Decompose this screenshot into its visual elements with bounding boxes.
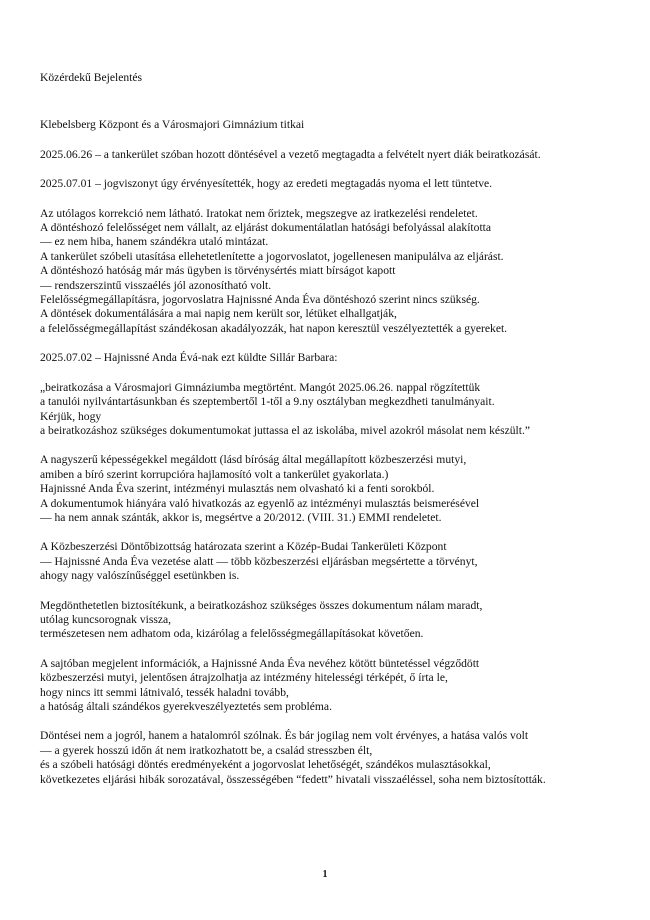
paragraph [40,657,630,715]
page-number: 1 [322,869,328,880]
text-line: A nagyszerű képességekkel megáldott (lásd bíróság által megállapított közbeszerzési mutyi, [40,453,467,467]
text-line: — ez nem hiba, hanem szándékra utaló mintázat. [40,235,269,249]
paragraph [40,177,630,191]
text-line: 2025.07.01 – jogviszonyt úgy érvényesítették, hogy az eredeti megtagadás nyoma el lett tüntetve. [40,177,493,191]
text-line: a hatóság általi szándékos gyerekveszélyeztetés sem probléma. [40,700,332,713]
text-line: természetesen nem adhatom oda, kizárólag a felelősségmegállapításokat követően. [40,627,424,641]
paragraph [40,540,630,583]
text-line: 2025.06.26 – a tankerület szóban hozott döntésével a vezető megtagadta a felvételt nyert diák beiratkozását. [40,147,541,161]
text-line: Az utólagos korrekció nem látható. Iratokat nem őriztek, megszegve az iratkezelési rendeletet. [40,206,478,220]
paragraph [40,118,630,132]
text-line: A döntéshozó felelősséget nem vállalt, az eljárást dokumentálatlan hatósági befolyással alakította [40,221,492,235]
paragraph [40,599,630,642]
text-line: a beiratkozáshoz szükséges dokumentumokat juttassa el az iskolába, mivel azokról másolat nem készült.” [40,423,531,437]
paragraph [40,351,630,365]
text-line: — ha nem annak szánták, akkor is, megsértve a 20/2012. (VIII. 31.) EMMI rendeletet. [40,510,442,524]
text-line: Kérjük, hogy [40,409,102,423]
document-body [40,71,630,802]
text-line: A döntéshozó hatóság már más ügyben is törvénysértés miatt bírságot kapott [40,264,396,278]
paragraph [40,148,630,162]
text-line: A döntések dokumentálására a mai napig nem került sor, létüket elhallgatják, [40,307,397,321]
paragraph [40,453,630,525]
paragraph [40,729,630,787]
text-line: a felelősségmegállapítást szándékosan akadályozzák, hat napon keresztül veszélyeztették a gyereket. [40,321,508,335]
text-line: Döntései nem a jogról, hanem a hatalomról szólnak. És bár jogilag nem volt érvényes, a hatása valós volt [40,729,529,743]
text-line: következetes eljárási hibák sorozatával, összességében “fedett” hivatali visszaéléssel, soha nem biztosították. [40,772,546,786]
text-line: a tanulói nyilvántartásunkban és szeptembertől 1-től a 9.ny osztályban megkezdheti tanulmányait. [40,395,495,409]
text-line: A Közbeszerzési Döntőbizottság határozata szerint a Közép-Budai Tankerületi Központ [40,540,447,554]
text-line: közbeszerzési mutyi, jelentősen átrajzolhatja az intézmény hitelességi térképét, ő írta le, [40,671,448,685]
paragraph [40,207,630,337]
text-line: 2025.07.02 – Hajnissné Anda Évá-nak ezt küldte Sillár Barbara: [40,351,338,365]
text-line: — Hajnissné Anda Éva vezetése alatt — több közbeszerzési eljárásban megsértette a törvényt, [40,554,478,568]
text-line: ahogy nagy valószínűséggel esetünkben is. [40,569,240,583]
text-line: — a gyerek hosszú időn át nem iratkozhatott be, a család stresszben élt, [40,743,373,757]
text-line: utólag kuncsorognak vissza, [40,612,172,626]
document-title: Közérdekű Bejelentés [40,71,143,84]
text-line: A tankerület szóbeli utasítása ellehetetlenítette a jogorvoslatot, jogellenesen manipulálva az eljárást. [40,249,504,263]
text-line: A sajtóban megjelent információk, a Hajnissné Anda Éva nevéhez kötött büntetéssel végződött [40,656,480,670]
paragraph [40,381,630,439]
text-line: és a szóbeli hatósági döntés eredményeként a jogorvoslat lehetőségét, szándékos mulasztásokkal, [40,758,491,772]
text-line: „beiratkozása a Városmajori Gimnáziumba megtörtént. Mangót 2025.06.26. nappal rögzítettük [40,380,481,394]
text-line: Klebelsberg Központ és a Városmajori Gimnázium titkai [40,118,305,132]
text-line: Hajnissné Anda Éva szerint, intézményi mulasztás nem olvasható ki a fenti sorokból. [40,482,435,496]
text-line: amiben a bíró szerint korrupcióra hajlamosító volt a tankerület gyakorlata.) [40,467,389,481]
text-line: Felelősségmegállapításra, jogorvoslatra Hajnissné Anda Éva döntéshozó szerint nincs szükség. [40,293,480,307]
text-line: hogy nincs itt semmi látnivaló, tessék haladni tovább, [40,685,289,699]
paragraph-list [40,118,630,787]
text-line: — rendszerszintű visszaélés jól azonosítható volt. [40,278,272,292]
text-line: Megdönthetetlen biztosítékunk, a beiratkozáshoz szükséges összes dokumentum nálam maradt, [40,598,483,612]
text-line: A dokumentumok hiányára való hivatkozás az egyenlő az intézményi mulasztás beismerésével [40,496,480,510]
